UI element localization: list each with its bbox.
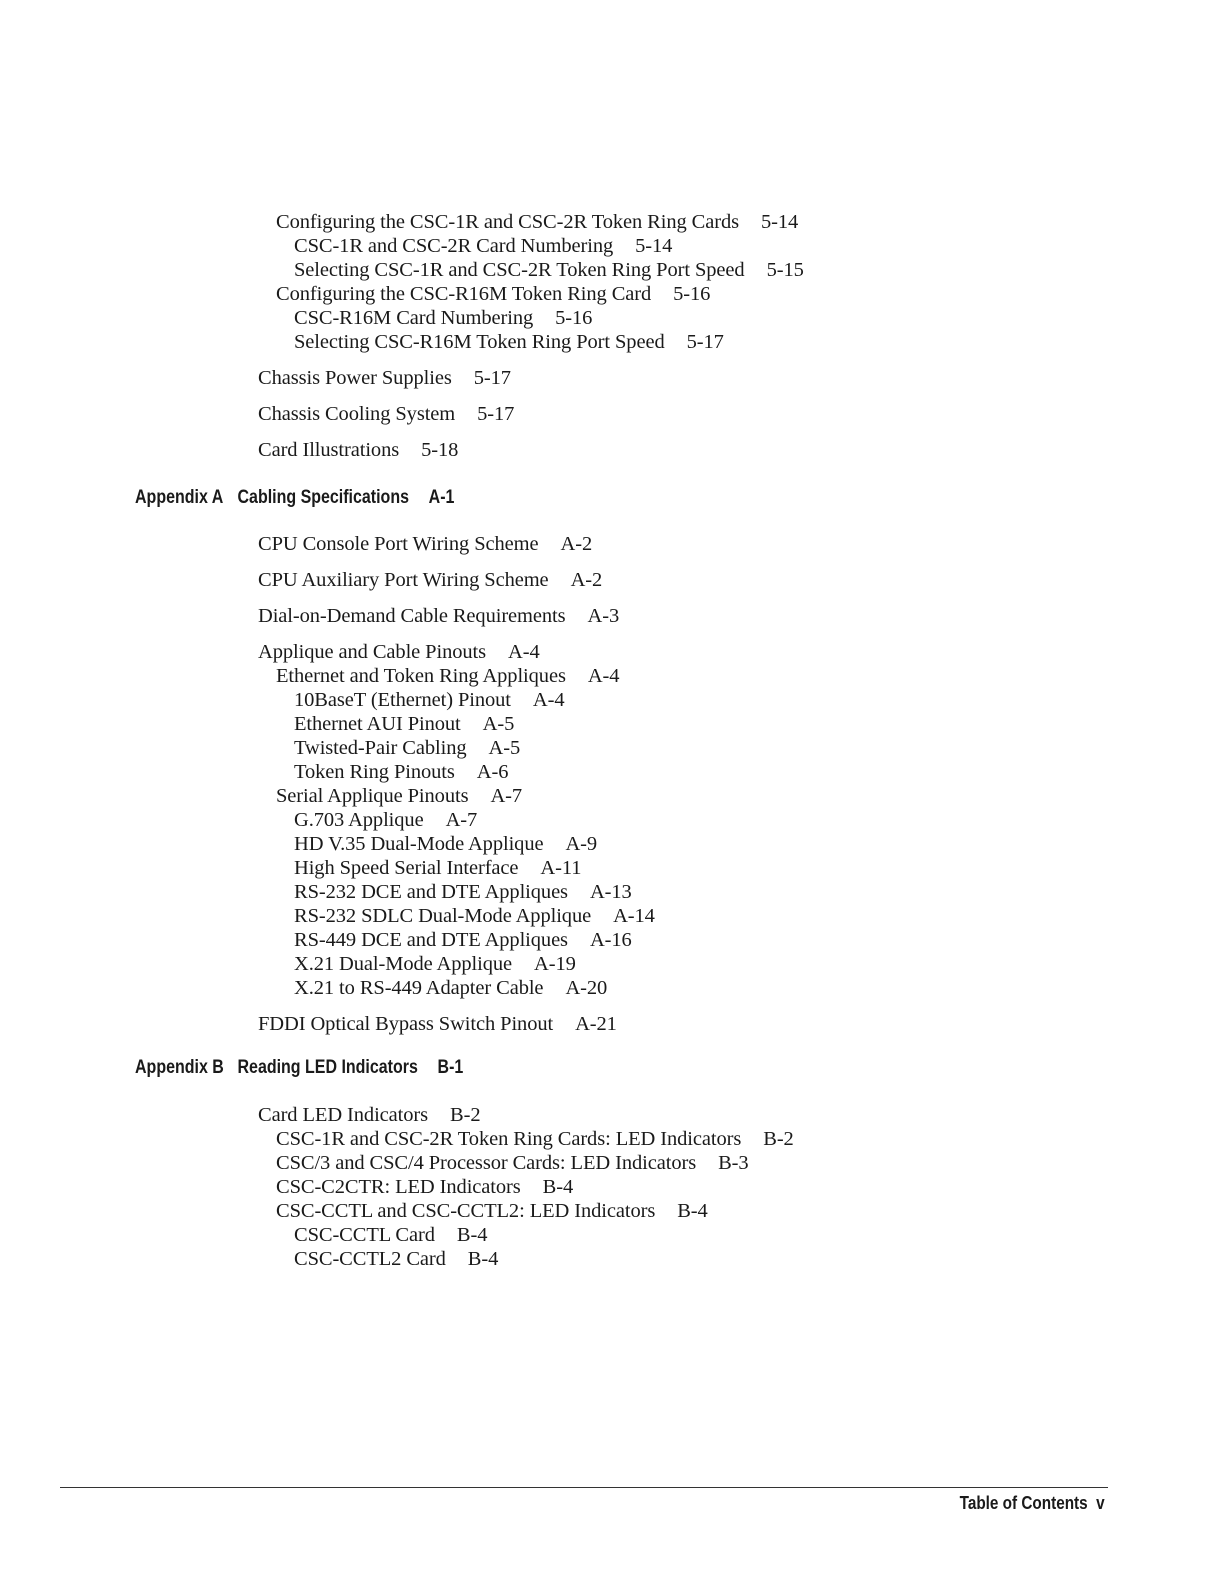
toc-entry-page: A-16 <box>589 929 632 951</box>
toc-entry <box>276 1175 573 1199</box>
toc-entry-page: A-13 <box>589 881 632 903</box>
toc-entry-title: CSC-1R and CSC-2R Token Ring Cards: LED Indicators <box>276 1128 742 1150</box>
toc-entry-title: HD V.35 Dual-Mode Applique <box>294 833 544 855</box>
toc-entry-title: Chassis Cooling System <box>258 403 456 425</box>
toc-entry <box>276 282 710 306</box>
appendix-label: Appendix B <box>135 1056 224 1078</box>
toc-entry <box>258 366 511 390</box>
toc-entry-title: Configuring the CSC-1R and CSC-2R Token Ring Cards <box>276 211 739 233</box>
toc-entry-page: 5-17 <box>686 331 724 353</box>
toc-entry-page: A-5 <box>482 713 515 735</box>
appendix-page: B-1 <box>437 1056 464 1078</box>
footer-page-number: v <box>1096 1493 1105 1513</box>
toc-entry <box>294 258 804 282</box>
appendix-title: Cabling Specifications <box>237 486 409 508</box>
toc-entry-page: A-20 <box>565 977 608 999</box>
toc-entry-page: 5-14 <box>635 235 673 257</box>
toc-entry-page: B-3 <box>718 1152 749 1174</box>
toc-entry <box>258 640 540 664</box>
toc-entry <box>294 880 632 904</box>
toc-entry-title: CSC-C2CTR: LED Indicators <box>276 1176 521 1198</box>
toc-entry <box>276 1127 794 1151</box>
toc-entry-page: B-2 <box>763 1128 794 1150</box>
toc-entry-page: B-4 <box>456 1224 488 1246</box>
toc-entry-title: G.703 Applique <box>294 809 424 831</box>
toc-entry-page: A-4 <box>587 665 620 687</box>
toc-entry-page: A-2 <box>570 569 603 591</box>
toc-entry-title: Applique and Cable Pinouts <box>258 641 487 663</box>
toc-entry-page: 5-16 <box>555 307 593 329</box>
toc-entry-title: CSC-R16M Card Numbering <box>294 307 534 329</box>
toc-entry-page: A-7 <box>445 809 478 831</box>
toc-entry-title: RS-232 SDLC Dual-Mode Applique <box>294 905 592 927</box>
toc-entry <box>294 928 632 952</box>
toc-entry-title: X.21 to RS-449 Adapter Cable <box>294 977 544 999</box>
toc-entry-title: Twisted-Pair Cabling <box>294 737 467 759</box>
toc-entry-page: A-6 <box>476 761 509 783</box>
page-footer <box>960 1492 1105 1514</box>
toc-entry-page: 5-17 <box>473 367 511 389</box>
toc-entry-title: CSC/3 and CSC/4 Processor Cards: LED Indicators <box>276 1152 697 1174</box>
toc-entry <box>294 330 724 354</box>
appendix-page: A-1 <box>428 486 455 508</box>
toc-entry <box>276 664 619 688</box>
toc-entry <box>294 688 564 712</box>
toc-entry-page: A-7 <box>490 785 523 807</box>
toc-entry-title: CPU Auxiliary Port Wiring Scheme <box>258 569 549 591</box>
toc-entry-page: A-2 <box>560 533 593 555</box>
appendix-b-heading <box>135 1055 464 1079</box>
toc-entry-title: RS-449 DCE and DTE Appliques <box>294 929 568 951</box>
toc-entry-title: High Speed Serial Interface <box>294 857 519 879</box>
toc-entry-title: Serial Applique Pinouts <box>276 785 469 807</box>
toc-entry-title: Selecting CSC-1R and CSC-2R Token Ring Port Speed <box>294 259 745 281</box>
toc-entry <box>258 568 602 592</box>
toc-entry <box>294 736 520 760</box>
toc-entry <box>294 952 576 976</box>
toc-entry-title: CSC-CCTL Card <box>294 1224 435 1246</box>
toc-entry-page: A-4 <box>508 641 540 663</box>
toc-entry <box>294 976 607 1000</box>
toc-entry-page: 5-18 <box>421 439 459 461</box>
toc-entry <box>258 1103 480 1127</box>
toc-entry-page: 5-17 <box>477 403 515 425</box>
toc-entry <box>258 1012 617 1036</box>
toc-entry <box>276 1199 708 1223</box>
toc-entry-page: 5-16 <box>673 283 711 305</box>
toc-entry <box>294 856 581 880</box>
toc-entry-title: Chassis Power Supplies <box>258 367 452 389</box>
toc-entry <box>258 604 619 628</box>
appendix-label: Appendix A <box>135 486 224 508</box>
toc-entry-page: 5-14 <box>761 211 799 233</box>
toc-entry-title: Selecting CSC-R16M Token Ring Port Speed <box>294 331 665 353</box>
toc-entry-title: Dial-on-Demand Cable Requirements <box>258 605 566 627</box>
toc-entry <box>276 784 522 808</box>
toc-entry-title: RS-232 DCE and DTE Appliques <box>294 881 568 903</box>
toc-entry-page: A-11 <box>540 857 582 879</box>
toc-entry-page: A-9 <box>565 833 598 855</box>
toc-entry <box>294 712 514 736</box>
toc-entry <box>294 904 655 928</box>
toc-entry-title: CPU Console Port Wiring Scheme <box>258 533 539 555</box>
toc-entry-title: Token Ring Pinouts <box>294 761 455 783</box>
toc-entry <box>294 808 477 832</box>
toc-entry-page: A-5 <box>488 737 521 759</box>
toc-entry-title: 10BaseT (Ethernet) Pinout <box>294 689 511 711</box>
toc-entry-page: A-14 <box>613 905 655 927</box>
appendix-title: Reading LED Indicators <box>237 1056 418 1078</box>
appendix-a-heading <box>135 485 455 509</box>
toc-entry-page: A-21 <box>575 1013 617 1035</box>
toc-entry <box>294 306 592 330</box>
toc-entry <box>276 1151 749 1175</box>
toc-entry-title: Card Illustrations <box>258 439 400 461</box>
toc-entry <box>258 402 514 426</box>
toc-entry-page: A-3 <box>587 605 620 627</box>
toc-entry <box>294 1247 498 1271</box>
toc-entry <box>294 234 672 258</box>
toc-entry <box>294 1223 487 1247</box>
toc-entry-page: 5-15 <box>766 259 804 281</box>
toc-entry-title: CSC-1R and CSC-2R Card Numbering <box>294 235 614 257</box>
footer-rule <box>60 1487 1108 1488</box>
toc-entry-page: B-4 <box>467 1248 499 1270</box>
footer-label: Table of Contents <box>959 1493 1088 1513</box>
toc-entry <box>294 832 597 856</box>
toc-entry-page: A-4 <box>532 689 565 711</box>
toc-entry-title: Ethernet and Token Ring Appliques <box>276 665 566 687</box>
toc-entry-title: FDDI Optical Bypass Switch Pinout <box>258 1013 554 1035</box>
toc-entry-title: CSC-CCTL2 Card <box>294 1248 446 1270</box>
toc-entry-page: B-4 <box>677 1200 708 1222</box>
toc-entry-page: B-4 <box>542 1176 574 1198</box>
toc-entry <box>276 210 798 234</box>
toc-entry-page: B-2 <box>450 1104 481 1126</box>
toc-entry-title: Configuring the CSC-R16M Token Ring Card <box>276 283 652 305</box>
toc-entry-title: X.21 Dual-Mode Applique <box>294 953 513 975</box>
toc-entry <box>258 532 592 556</box>
toc-entry <box>294 760 508 784</box>
toc-entry-title: Card LED Indicators <box>258 1104 429 1126</box>
toc-entry-page: A-19 <box>534 953 576 975</box>
toc-entry-title: CSC-CCTL and CSC-CCTL2: LED Indicators <box>276 1200 656 1222</box>
toc-entry-title: Ethernet AUI Pinout <box>294 713 461 735</box>
toc-entry <box>258 438 458 462</box>
